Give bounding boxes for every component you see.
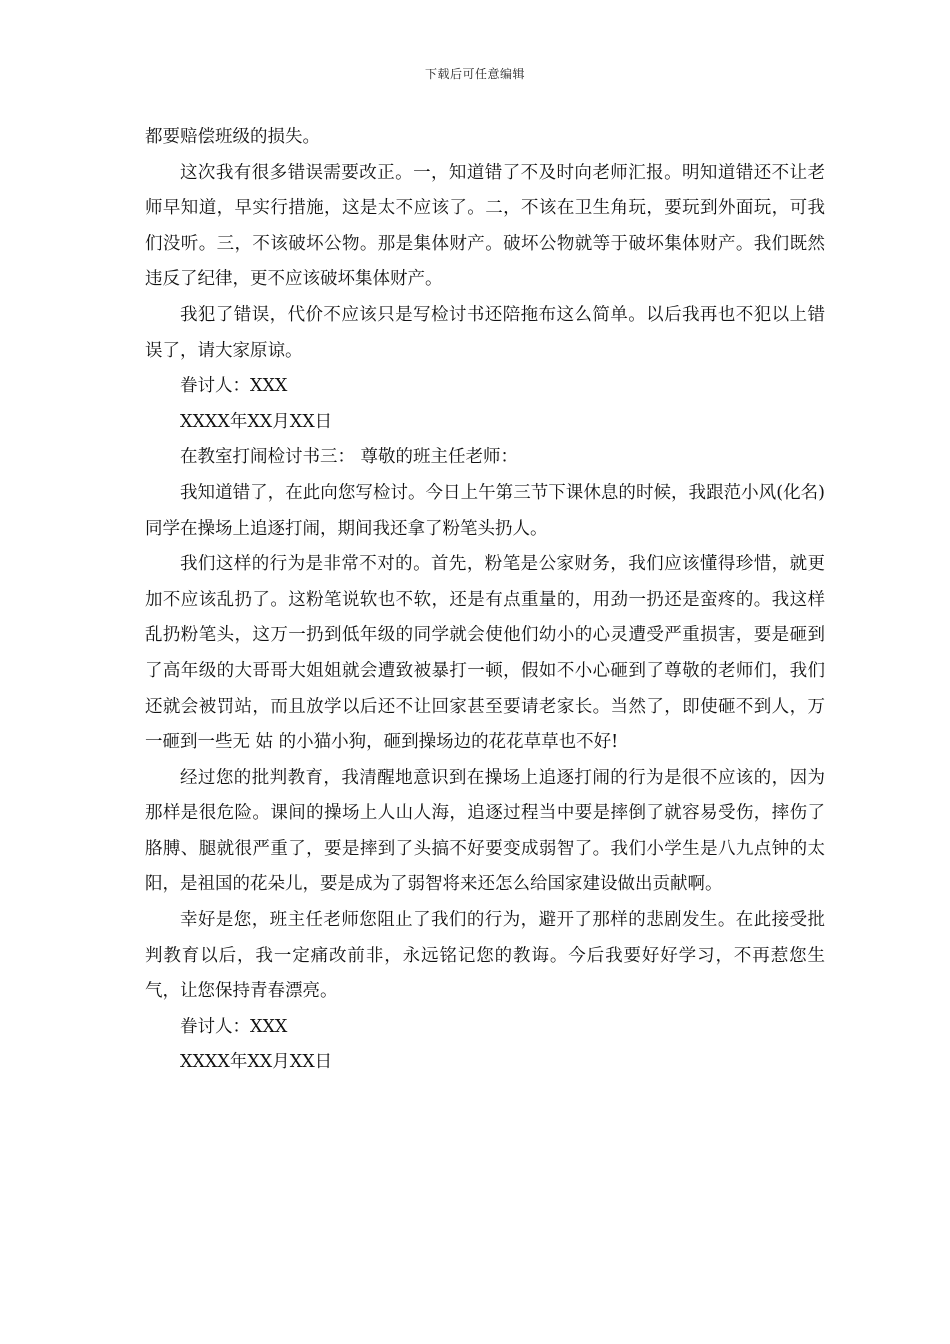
page-header-note: 下载后可任意编辑 — [424, 67, 525, 81]
date-line: XXXX年XX月XX日 — [180, 1052, 333, 1073]
paragraph-corrections: 这次我有很多错误需要改正。一，知道错了不及时向老师汇报。明知道错还不让老师早知道，早实行措施，这是太不应该了。二，不该在卫生角玩，要玩到外面玩，可我们没听。三，不该破坏公物。那是集体财产。破坏公物就等于破坏集体财产。我们既然违反了纪律，更不应该破坏集体财产。 — [145, 162, 825, 290]
signature-line: 眷讨人：XXX — [180, 1016, 288, 1037]
document-body — [145, 120, 825, 1081]
paragraph-apology: 我犯了错误，代价不应该只是写检讨书还陪拖布这么简单。以后我再也不犯以上错误了，请大家原谅。 — [145, 304, 825, 361]
paragraph-realization: 经过您的批判教育，我清醒地意识到在操场上追逐打闹的行为是很不应该的，因为那样是很危险。课间的操场上人山人海，追逐过程当中要是摔倒了就容易受伤，摔伤了胳膊、腿就很严重了，要是摔到了头搞不好要变成弱智了。我们小学生是八九点钟的太阳，是祖国的花朵儿，要是成为了弱智将来还怎么给国家建设做出贡献啊。 — [145, 767, 825, 895]
paragraph-gratitude: 幸好是您，班主任老师您阻止了我们的行为，避开了那样的悲剧发生。在此接受批判教育以后，我一定痛改前非，永远铭记您的教诲。今后我要好好学习，不再惹您生气，让您保持青春漂亮。 — [145, 910, 825, 1002]
section-heading: 在教室打闹检讨书三： 尊敬的班主任老师： — [180, 447, 519, 468]
signature-line: 眷讨人：XXX — [180, 376, 288, 397]
paragraph-continuation: 都要赔偿班级的损失。 — [145, 127, 320, 147]
date-line: XXXX年XX月XX日 — [180, 411, 333, 432]
paragraph-admission: 我知道错了，在此向您写检讨。今日上午第三节下课休息的时候，我跟范小风(化名)同学在操场上追逐打闹，期间我还拿了粉笔头扔人。 — [145, 482, 825, 539]
paragraph-reflection: 我们这样的行为是非常不对的。首先，粉笔是公家财务，我们应该懂得珍惜，就更加不应该乱扔了。这粉笔说软也不软，还是有点重量的，用劲一扔还是蛮疼的。我这样乱扔粉笔头，这万一扔到低年级的同学就会使他们幼小的心灵遭受严重损害，要是砸到了高年级的大哥哥大姐姐就会遭致被暴打一顿，假如不小心砸到了尊敬的老师们，我们还就会被罚站，而且放学以后还不让回家甚至要请老家长。当然了，即使砸不到人，万一砸到一些无 姑 的小猫小狗，砸到操场边的花花草草也不好! — [145, 554, 825, 753]
